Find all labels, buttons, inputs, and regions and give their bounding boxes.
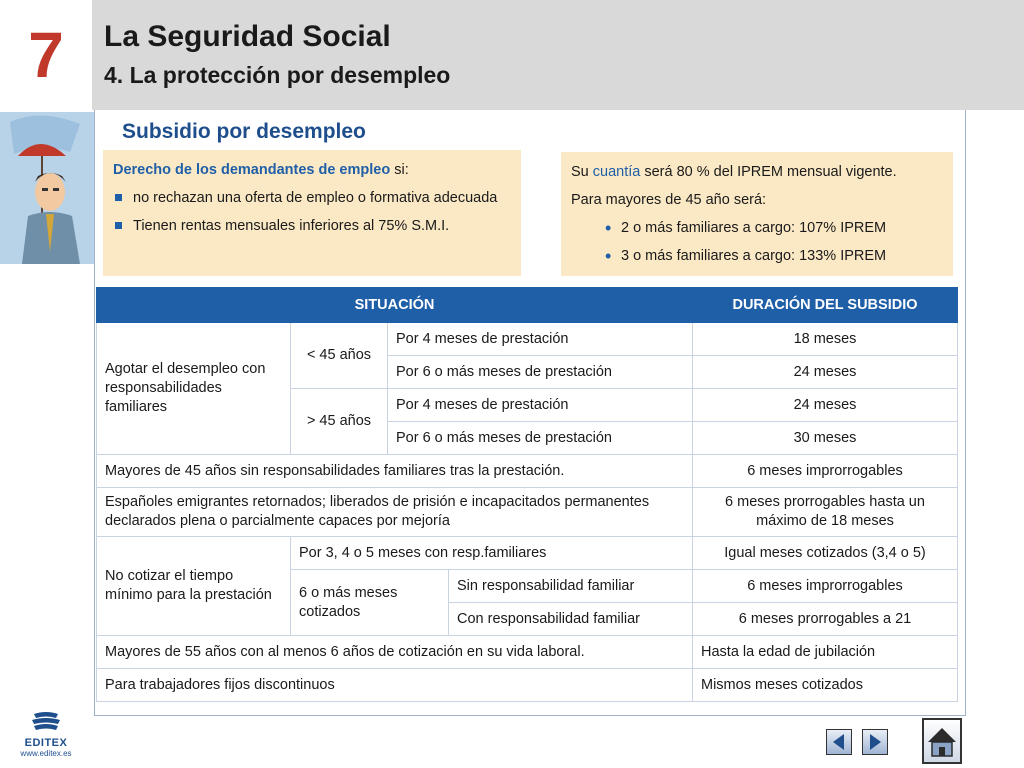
- mayores55-duration: Hasta la edad de jubilación: [693, 636, 958, 669]
- section-title: Subsidio por desempleo: [122, 120, 366, 143]
- header: [92, 0, 1024, 110]
- chapter-number: 7: [28, 19, 64, 91]
- previous-button[interactable]: [826, 729, 852, 755]
- eligibility-lead-highlight: Derecho de los demandantes de empleo: [113, 162, 391, 178]
- header-situation: SITUACIÓN: [97, 288, 693, 323]
- eligibility-item-text: no rechazan una oferta de empleo o formativa adecuada: [133, 190, 498, 206]
- header-duration: DURACIÓN DEL SUBSIDIO: [693, 288, 958, 323]
- next-button[interactable]: [862, 729, 888, 755]
- editex-logo-icon: [16, 710, 76, 732]
- amount-item-text: 2 o más familiares a cargo: 107% IPREM: [621, 220, 887, 236]
- emigrantes-situation: Españoles emigrantes retornados; liberados de prisión e incapacitados permanentes declarados plena o parcialmente capaces por mejoría: [97, 488, 693, 537]
- next-arrow-icon: [863, 730, 887, 754]
- square-bullet-icon: [115, 194, 122, 201]
- agotar-label: Agotar el desempleo con responsabilidades familiares: [97, 323, 291, 455]
- mayores55-situation: Mayores de 55 años con al menos 6 años de cotización en su vida laboral.: [97, 636, 693, 669]
- row-detail: Por 3, 4 o 5 meses con resp.familiares: [291, 537, 693, 570]
- mayores45-duration: 6 meses improrrogables: [693, 455, 958, 488]
- row-duration: 6 meses improrrogables: [693, 570, 958, 603]
- row-duration: 30 meses: [693, 422, 958, 455]
- age-over-45: > 45 años: [291, 389, 388, 455]
- amount-item: [571, 214, 943, 242]
- page-title: La Seguridad Social: [104, 20, 391, 53]
- row-duration: 24 meses: [693, 356, 958, 389]
- mayores45-situation: Mayores de 45 años sin responsabilidades familiares tras la prestación.: [97, 455, 693, 488]
- row-duration: 18 meses: [693, 323, 958, 356]
- editex-logo: [16, 710, 76, 758]
- eligibility-lead: [113, 156, 511, 184]
- umbrella-man-illustration: [0, 112, 94, 264]
- row-duration: 6 meses prorrogables a 21: [693, 603, 958, 636]
- amount-line1-post: será 80 % del IPREM mensual vigente.: [640, 164, 897, 180]
- amount-item: [571, 242, 943, 270]
- row-detail: Sin responsabilidad familiar: [449, 570, 693, 603]
- table-row: [97, 488, 958, 537]
- round-bullet-icon: •: [605, 218, 612, 238]
- table-row: [97, 636, 958, 669]
- chapter-badge: [0, 0, 92, 110]
- amount-line1-pre: Su: [571, 164, 593, 180]
- page-subtitle: 4. La protección por desempleo: [104, 62, 451, 88]
- row-duration: Igual meses cotizados (3,4 o 5): [693, 537, 958, 570]
- amount-line2: Para mayores de 45 año será:: [571, 192, 767, 208]
- eligibility-item: [113, 212, 511, 240]
- row-duration: 24 meses: [693, 389, 958, 422]
- fijos-situation: Para trabajadores fijos discontinuos: [97, 669, 693, 702]
- table-row: [97, 669, 958, 702]
- eligibility-item-text: Tienen rentas mensuales inferiores al 75% S.M.I.: [133, 218, 450, 234]
- eligibility-lead-rest: si:: [390, 162, 409, 178]
- home-button[interactable]: [922, 718, 962, 764]
- fijos-duration: Mismos meses cotizados: [693, 669, 958, 702]
- table-row: [97, 455, 958, 488]
- age-under-45: < 45 años: [291, 323, 388, 389]
- table-header-row: [97, 288, 958, 323]
- row-detail: Con responsabilidad familiar: [449, 603, 693, 636]
- amount-item-text: 3 o más familiares a cargo: 133% IPREM: [621, 248, 887, 264]
- row-detail: Por 6 o más meses de prestación: [388, 356, 693, 389]
- logo-url: www.editex.es: [20, 749, 72, 758]
- round-bullet-icon: •: [605, 246, 612, 266]
- emigrantes-duration: 6 meses prorrogables hasta un máximo de 18 meses: [693, 488, 958, 537]
- home-icon: [924, 720, 960, 762]
- row-detail: Por 6 o más meses de prestación: [388, 422, 693, 455]
- previous-arrow-icon: [827, 730, 851, 754]
- amount-line1: [571, 158, 943, 186]
- logo-text: EDITEX: [24, 737, 68, 749]
- table-row: [97, 323, 958, 356]
- row-detail: Por 4 meses de prestación: [388, 389, 693, 422]
- seis-meses-label: 6 o más meses cotizados: [291, 570, 449, 636]
- table-row: [97, 537, 958, 570]
- no-cotizar-label: No cotizar el tiempo mínimo para la prestación: [97, 537, 291, 636]
- amount-note: [561, 152, 953, 276]
- square-bullet-icon: [115, 222, 122, 229]
- eligibility-note: [103, 150, 521, 276]
- row-detail: Por 4 meses de prestación: [388, 323, 693, 356]
- subsidy-table: [96, 287, 958, 702]
- amount-line1-highlight: cuantía: [592, 164, 641, 180]
- eligibility-item: [113, 184, 511, 212]
